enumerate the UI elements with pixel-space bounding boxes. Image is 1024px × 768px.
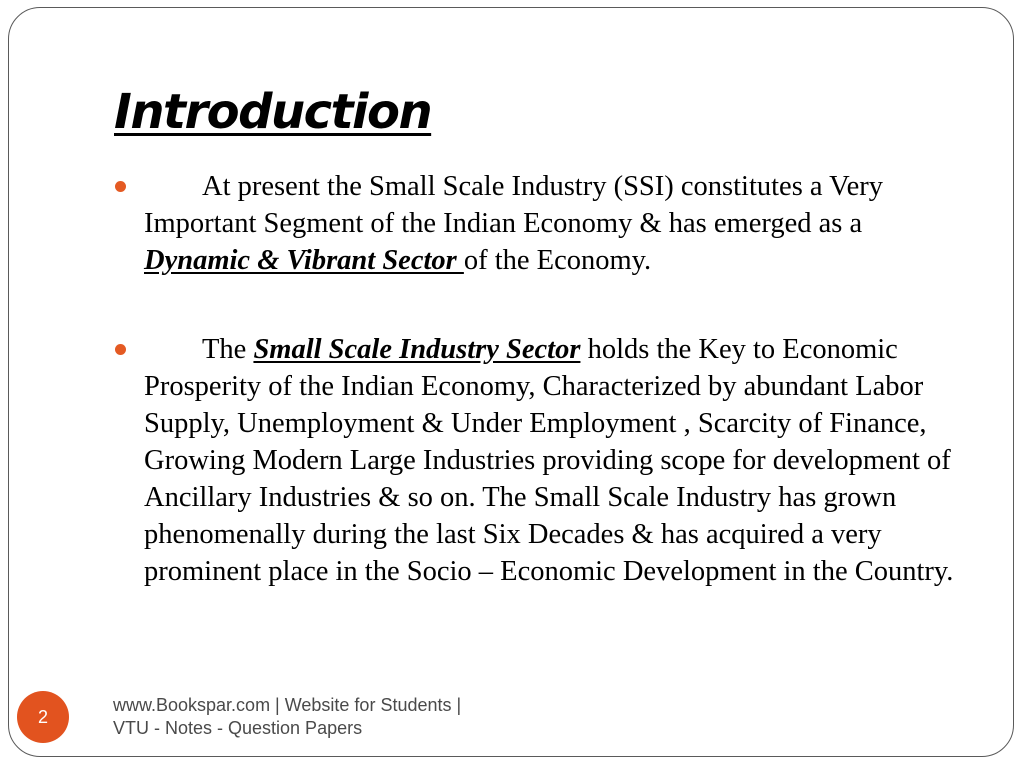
paragraph-text: At present the Small Scale Industry (SSI) constitutes a Very Important Segment of the Indian Economy & has emerged as a (144, 171, 883, 239)
footer-line: VTU - Notes - Question Papers (113, 718, 363, 738)
emphasized-phrase: Small Scale Industry Sector (253, 334, 581, 365)
slide-footer (113, 694, 461, 740)
bullet-icon (115, 181, 126, 192)
slide-body (112, 168, 972, 590)
paragraph-text: The (202, 334, 254, 365)
emphasized-phrase: Dynamic & Vibrant Sector (144, 245, 464, 276)
slide-number-badge: 2 (17, 691, 69, 743)
paragraph-text: of the Economy. (463, 245, 652, 276)
bullet-paragraph-2 (112, 331, 972, 590)
bullet-icon (115, 344, 126, 355)
footer-line: www.Bookspar.com | Website for Students | (113, 695, 462, 715)
bullet-paragraph-1 (112, 168, 972, 279)
paragraph-text: holds the Key to Economic Prosperity of the Indian Economy, Characterized by abundant Labor Supply, Unemployment & Under Employment , Scarcity of Finance, Growing Modern Large Industries providing scope for development of Ancillary Industries & so on. The Small Scale Industry has grown phenomenally during the last Six Decades & has acquired a very prominent place in the Socio – Economic Development in the Country. (144, 334, 954, 587)
slide-title: Introduction (114, 84, 432, 140)
